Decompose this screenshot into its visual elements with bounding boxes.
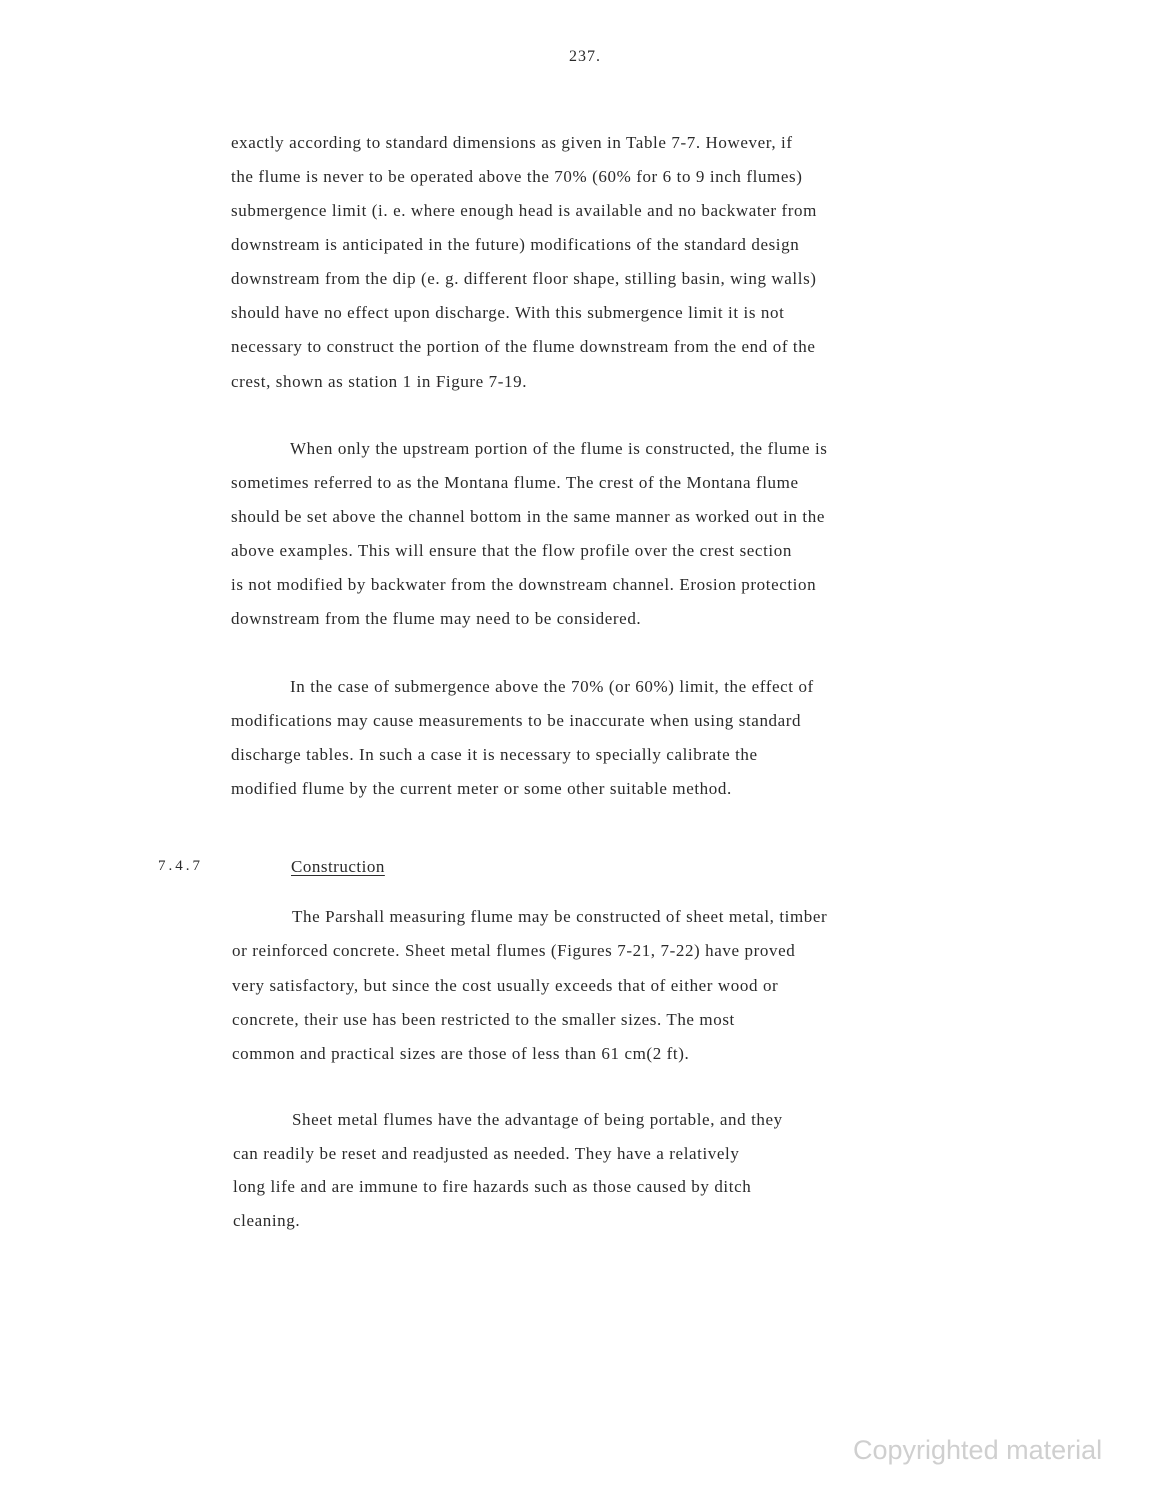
text-line: In the case of submergence above the 70% (or 60%) limit, the effect of [290,677,814,696]
text-line: the flume is never to be operated above the 70% (60% for 6 to 9 inch flumes) [231,167,803,186]
text-line: When only the upstream portion of the flume is constructed, the flume is [290,439,828,458]
text-line: modified flume by the current meter or some other suitable method. [231,779,732,798]
text-line: The Parshall measuring flume may be constructed of sheet metal, timber [292,907,828,926]
text-line: discharge tables. In such a case it is necessary to specially calibrate the [231,745,758,764]
text-line: Sheet metal flumes have the advantage of being portable, and they [292,1110,783,1129]
text-line: submergence limit (i. e. where enough head is available and no backwater from [231,201,817,220]
text-line: common and practical sizes are those of less than 61 cm(2 ft). [232,1044,690,1063]
text-line: cleaning. [233,1211,301,1230]
text-line: crest, shown as station 1 in Figure 7-19. [231,372,528,391]
text-line: sometimes referred to as the Montana flume. The crest of the Montana flume [231,473,799,492]
text-line: downstream from the flume may need to be considered. [231,609,642,628]
text-line: should be set above the channel bottom in the same manner as worked out in the [231,507,825,526]
text-line: should have no effect upon discharge. With this submergence limit it is not [231,303,785,322]
text-line: or reinforced concrete. Sheet metal flumes (Figures 7-21, 7-22) have proved [232,941,796,960]
text-line: concrete, their use has been restricted to the smaller sizes. The most [232,1010,735,1029]
section-number: 7.4.7 [158,858,203,874]
text-line: downstream from the dip (e. g. different floor shape, stilling basin, wing walls) [231,269,817,288]
section-title: Construction [291,857,385,876]
text-line: necessary to construct the portion of the flume downstream from the end of the [231,337,816,356]
text-line: downstream is anticipated in the future) modifications of the standard design [231,235,800,254]
text-line: modifications may cause measurements to be inaccurate when using standard [231,711,802,730]
text-line: above examples. This will ensure that the flow profile over the crest section [231,541,792,560]
page-number: 237. [569,48,601,65]
text-line: exactly according to standard dimensions as given in Table 7-7. However, if [231,133,793,152]
copyright-watermark: Copyrighted material [853,1435,1103,1465]
text-line: long life and are immune to fire hazards such as those caused by ditch [233,1177,752,1196]
text-line: is not modified by backwater from the downstream channel. Erosion protection [231,575,817,594]
text-line: can readily be reset and readjusted as needed. They have a relatively [233,1144,740,1163]
text-line: very satisfactory, but since the cost usually exceeds that of either wood or [232,976,779,995]
